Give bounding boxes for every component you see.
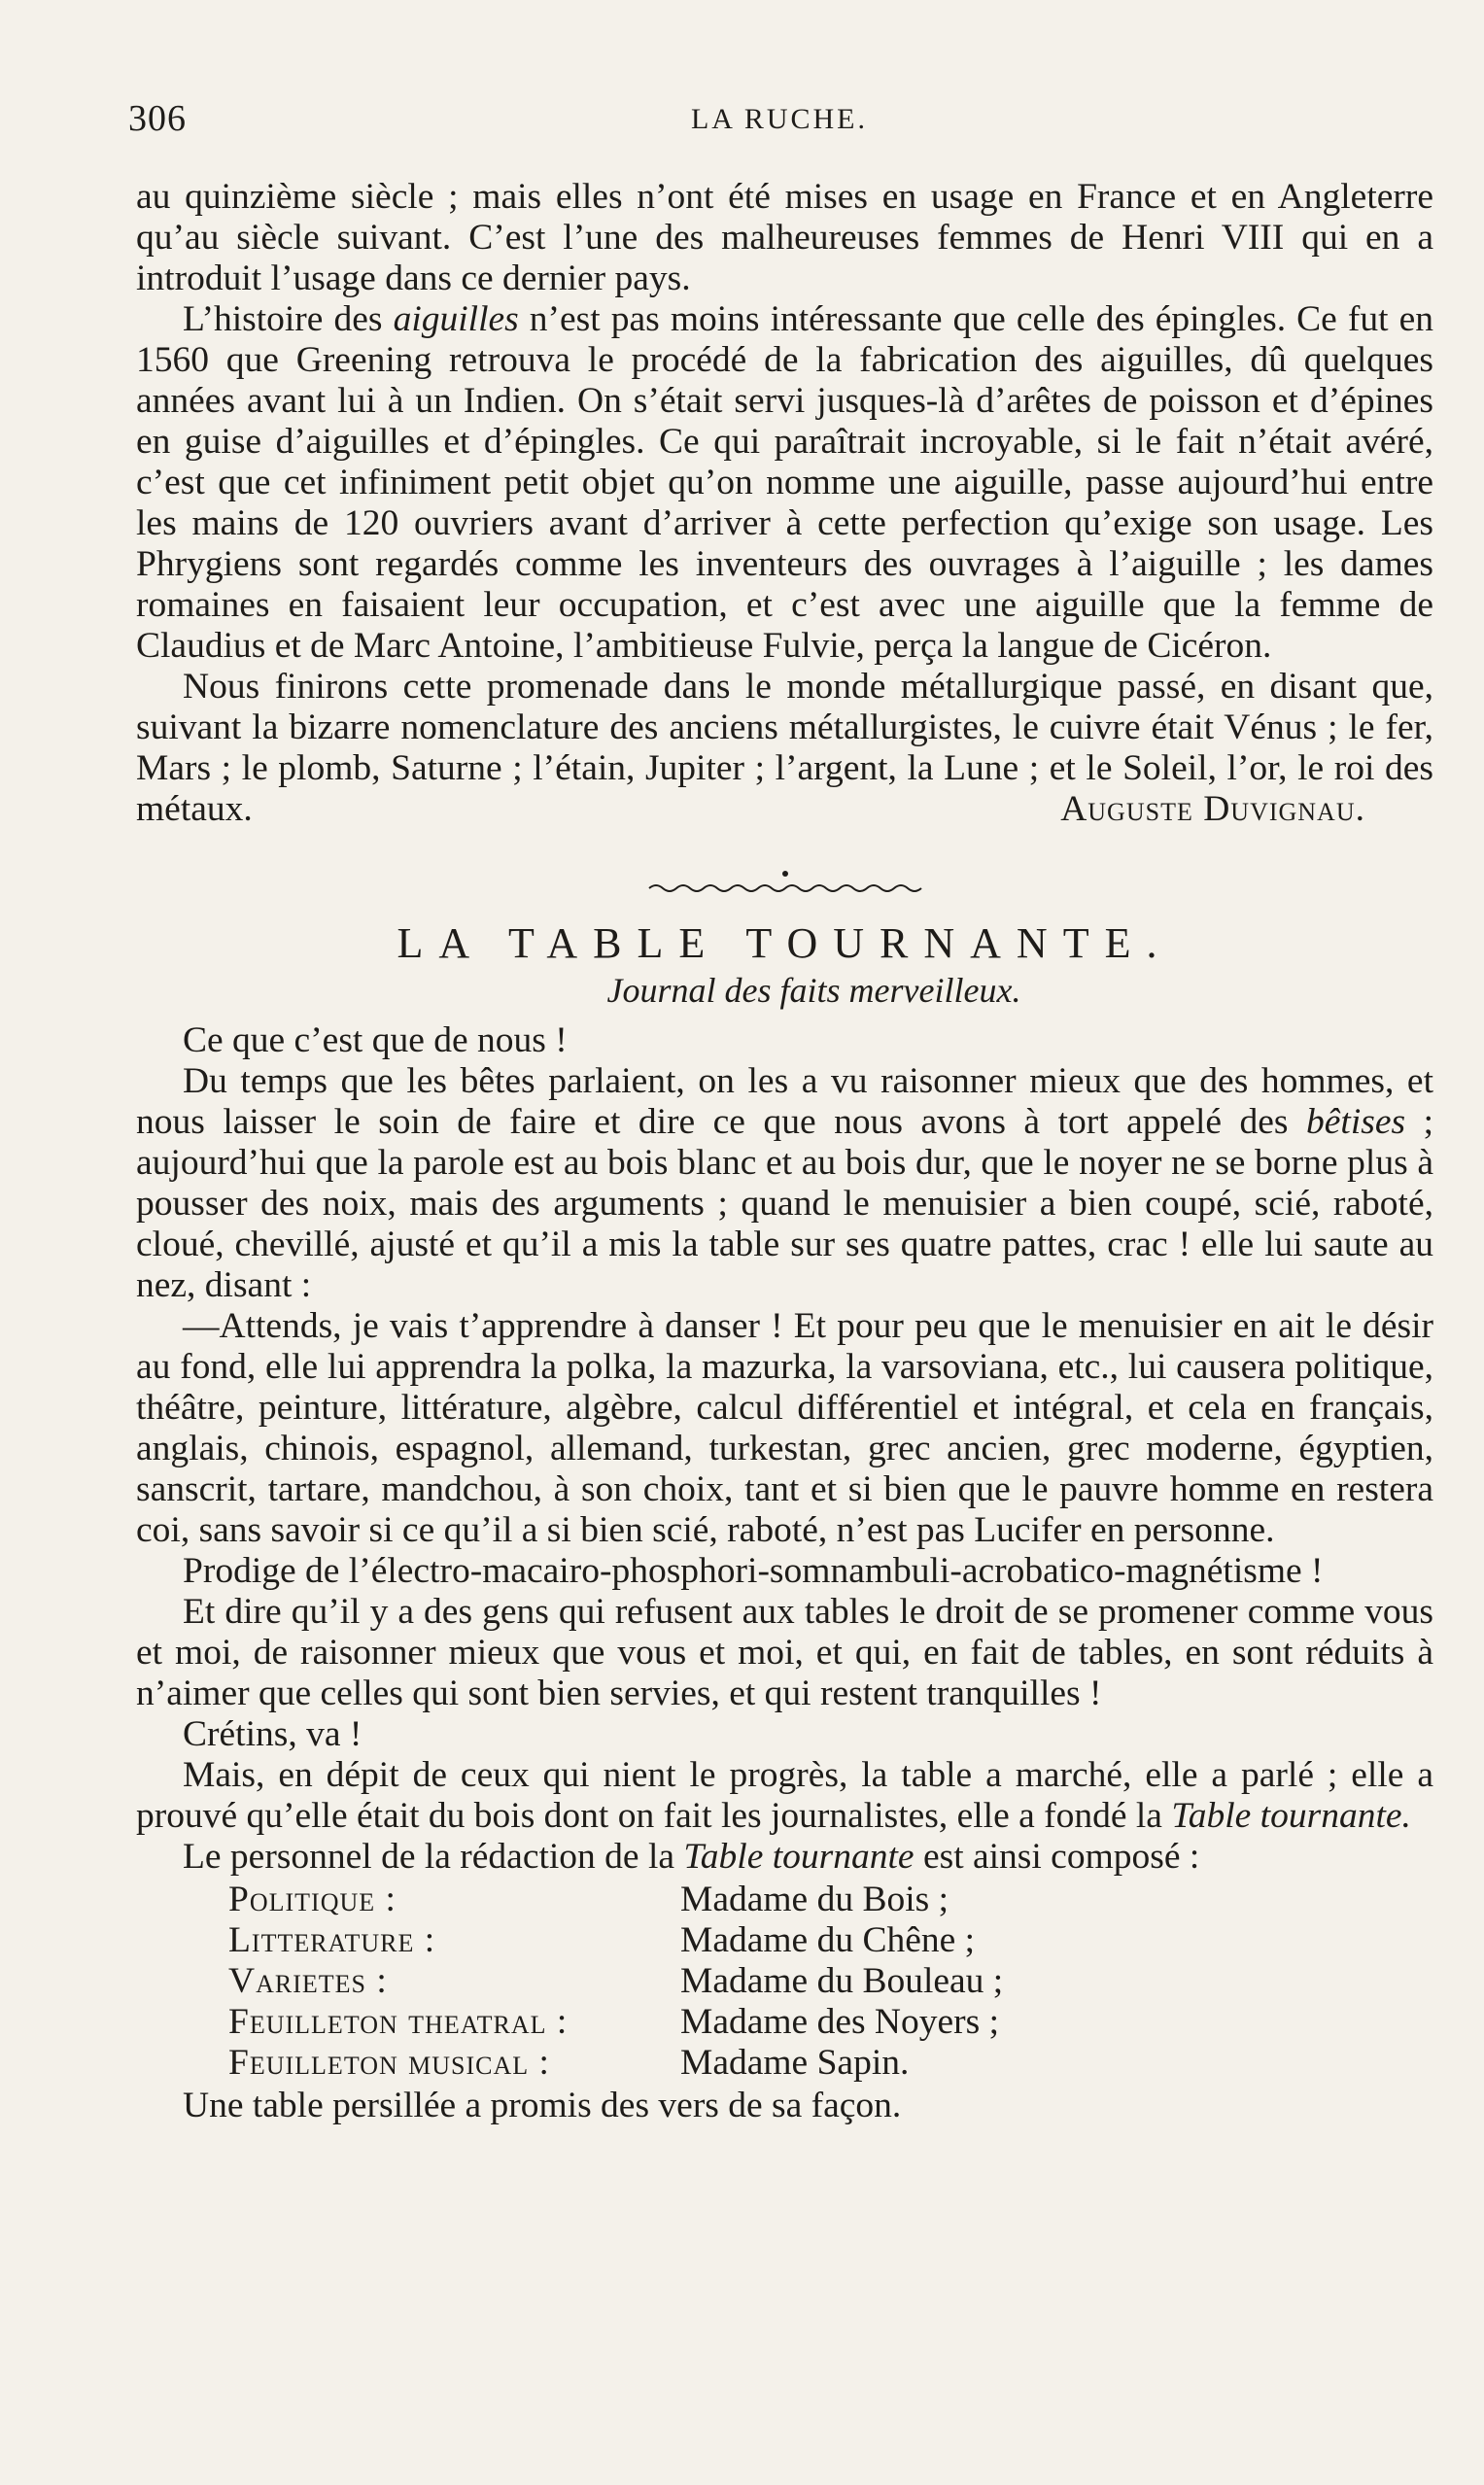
staff-role: Varietes : (228, 1961, 388, 2001)
staff-role: Feuilleton theatral : (228, 2002, 569, 2042)
article2-p8-b: est ainsi composé : (914, 1837, 1200, 1877)
page-number: 306 (128, 98, 187, 139)
article2-p2-a: Du temps que les bêtes parlaient, on les a vu raisonner mieux que des hommes, et nous laisser le soin de faire et dire ce que nous avons à tort appelé des (136, 1061, 1433, 1142)
article2-paragraph-6: Crétins, va ! (183, 1714, 362, 1754)
article1-paragraph-1: au quinzième siècle ; mais elles n’ont été mises en usage en France et en Angleterre qu’au siècle suivant. C’est l’une des malheureuses femmes de Henri VIII qui en a introduit l’usage dans ce dernier pays. (136, 177, 1433, 298)
staff-person: Madame des Noyers ; (680, 2002, 1000, 2042)
article2-paragraph-5: Et dire qu’il y a des gens qui refusent aux tables le droit de se promener comme vous et moi, de raisonner mieux que vous et moi, et qui, en fait de tables, en sont réduits à n’aimer que celles qui sont bien servies, et qui restent tranquilles ! (136, 1592, 1433, 1713)
staff-role: Politique : (228, 1880, 397, 1919)
article1-paragraph-3: Nous finirons cette promenade dans le monde métallurgique passé, en disant que, suivant la bizarre nomenclature des anciens métallurgistes, le cuivre était Vénus ; le fer, Mars ; le plomb, Saturne ; l’étain, Jupiter ; l’argent, la Lune ; et le Soleil, l’or, le roi des métaux. (136, 667, 1433, 829)
body-text (136, 177, 1433, 2126)
staff-person: Madame Sapin. (680, 2043, 910, 2083)
article2-p7-emphasis: Table tournante. (1171, 1796, 1411, 1836)
staff-row (136, 1920, 1433, 1961)
article2-p2-b: ; aujourd’hui que la parole est au bois blanc et au bois dur, que le noyer ne se borne plus à pousser des noix, mais des arguments ; quand le menuisier a bien coupé, scié, raboté, cloué, chevillé, ajusté et qu’il a mis la table sur ses quatre pattes, crac ! elle lui saute au nez, disant : (136, 1102, 1433, 1305)
article1-p2-emphasis: aiguilles (393, 299, 519, 339)
staff-role: Feuilleton musical : (228, 2043, 550, 2083)
running-head: LA RUCHE. (690, 103, 868, 135)
staff-person: Madame du Bois ; (680, 1880, 949, 1919)
article1-p2-lead: L’histoire des (183, 299, 394, 339)
ornamental-rule-icon (639, 869, 931, 898)
staff-row (136, 2002, 1433, 2043)
staff-row (136, 1961, 1433, 2002)
staff-row (136, 1880, 1433, 1920)
staff-person: Madame du Bouleau ; (680, 1961, 1004, 2001)
article2-paragraph-2 (136, 1061, 1433, 1306)
section-title: LA TABLE TOURNANTE. (397, 919, 1173, 967)
author-signature: Auguste Duvignau. (1060, 789, 1365, 829)
article2-p7-a: Mais, en dépit de ceux qui nient le progrès, la table a marché, elle a parlé ; elle a prouvé qu’elle était du bois dont on fait les journalistes, elle a fondé la (136, 1755, 1433, 1836)
staff-role: Litterature : (228, 1920, 436, 1960)
article2-final-line: Une table persillée a promis des vers de sa façon. (183, 2086, 902, 2125)
article2-paragraph-4: Prodige de l’électro-macairo-phosphori-somnambuli-acrobatico-magnétisme ! (183, 1551, 1324, 1591)
article2-paragraph-1: Ce que c’est que de nous ! (183, 1020, 568, 1060)
article2-paragraph-3: —Attends, je vais t’apprendre à danser ! Et pour peu que le menuisier en ait le désir au fond, elle lui apprendra la polka, la mazurka, la varsoviana, etc., lui causera politique, théâtre, peinture, littérature, algèbre, calcul différentiel et intégral, et cela en français, anglais, chinois, espagnol, allemand, turkestan, grec ancien, grec moderne, égyptien, sanscrit, tartare, mandchou, à son choix, tant et si bien que le pauvre homme en restera coi, sans savoir si ce qu’il a si bien scié, raboté, n’est pas Lucifer en personne. (136, 1306, 1433, 1550)
staff-list (136, 1880, 1433, 2084)
article1-p2-rest: n’est pas moins intéressante que celle des épingles. Ce fut en 1560 que Greening retrouva le procédé de la fabrication des aiguilles, dû quelques années avant lui à un Indien. On s’était servi jusques-là d’arêtes de poisson et d’épines en guise d’aiguilles et d’épingles. Ce qui paraîtrait incroyable, si le fait n’était avéré, c’est que cet infiniment petit objet qu’on nomme une aiguille, passe aujourd’hui entre les mains de 120 ouvriers avant d’arriver à cette perfection qu’exige son usage. Les Phrygiens sont regardés comme les inventeurs des ouvrages à l’aiguille ; les dames romaines en faisaient leur occupation, et c’est avec une aiguille que la femme de Claudius et de Marc Antoine, l’ambitieuse Fulvie, perça la langue de Cicéron. (136, 299, 1433, 666)
section-subtitle: Journal des faits merveilleux. (606, 971, 1021, 1010)
article2-paragraph-7 (136, 1755, 1433, 1837)
staff-person: Madame du Chêne ; (680, 1920, 976, 1960)
article2-p8-a: Le personnel de la rédaction de la (183, 1837, 684, 1877)
article2-paragraph-8 (136, 1837, 1433, 1878)
article2-p8-emphasis: Table tournante (683, 1837, 915, 1877)
article2-p2-emphasis: bêtises (1306, 1102, 1406, 1142)
article1-paragraph-2 (136, 299, 1433, 667)
page-header (128, 97, 1431, 146)
staff-row (136, 2043, 1433, 2084)
